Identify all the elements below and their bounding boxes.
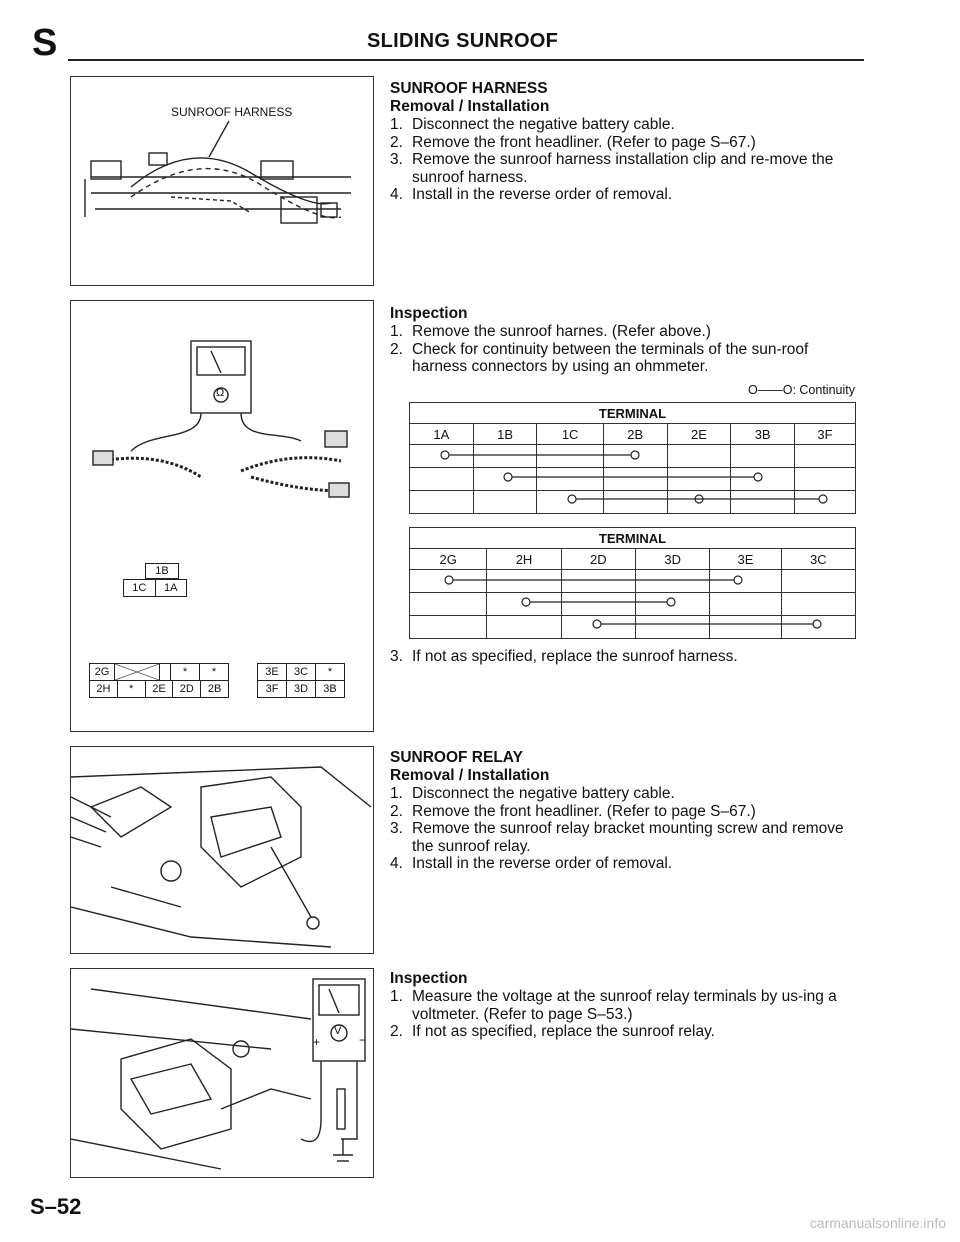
- step: 1. Disconnect the negative battery cable.: [390, 785, 675, 802]
- col-label: 3D: [636, 549, 710, 570]
- page-number: S–52: [30, 1194, 82, 1219]
- step-list: [390, 785, 858, 873]
- col-label: 3B: [731, 424, 795, 445]
- terminal-1b: 1B: [145, 563, 179, 579]
- section-subtitle: Removal / Installation: [390, 767, 550, 784]
- step: 1. Measure the voltage at the sunroof relay terminals by us-ing a voltmeter. (Refer to page S–53.): [390, 988, 837, 1023]
- step-list: [390, 988, 858, 1041]
- terminal-1c: 1C: [124, 580, 156, 596]
- voltmeter-symbol: V: [334, 1025, 342, 1037]
- step: 4. Install in the reverse order of removal.: [390, 186, 673, 203]
- terminal-2b: 2B: [207, 683, 222, 695]
- figure-label: SUNROOF HARNESS: [171, 105, 293, 119]
- harness-section: [390, 80, 858, 204]
- col-label: 3F: [795, 424, 856, 445]
- section-letter: S: [32, 22, 58, 64]
- header-rule: [68, 59, 864, 61]
- relay-section: [390, 749, 858, 873]
- harness-drawing: [71, 77, 373, 285]
- continuity-lines-1: [409, 444, 856, 514]
- terminal-2d: 2D: [173, 681, 201, 697]
- col-label: 1B: [473, 424, 537, 445]
- inspection-title: Inspection: [390, 305, 468, 322]
- connector-3: [257, 663, 345, 698]
- table-header: TERMINAL: [410, 528, 856, 549]
- figure-relay-inspection: [70, 968, 374, 1178]
- terminal-3e: 3E: [258, 664, 287, 680]
- terminal-blank: *: [327, 666, 333, 678]
- page-title: SLIDING SUNROOF: [367, 30, 559, 52]
- terminal-1a: 1A: [164, 582, 178, 594]
- terminal-3c: 3C: [287, 664, 316, 680]
- continuity-legend: O——O: Continuity: [748, 383, 855, 397]
- plus-terminal: +: [313, 1035, 321, 1049]
- step: 4. Install in the reverse order of removal.: [390, 855, 673, 872]
- terminal-3b: 3B: [323, 683, 337, 695]
- step: 3. Remove the sunroof relay bracket mounting screw and remove the sunroof relay.: [390, 820, 844, 855]
- harness-inspection-section: [390, 305, 858, 376]
- step: 1. Disconnect the negative battery cable.: [390, 116, 675, 133]
- terminal-2g: 2G: [90, 664, 115, 680]
- step-list: [390, 116, 858, 204]
- col-label: 2G: [410, 549, 487, 570]
- table-header: TERMINAL: [410, 403, 856, 424]
- voltmeter-body: [313, 979, 365, 1061]
- step: 2. If not as specified, replace the sunroof relay.: [390, 1023, 715, 1040]
- col-label: 1C: [537, 424, 603, 445]
- section-title: SUNROOF RELAY: [390, 749, 523, 766]
- connector-1: [123, 563, 193, 597]
- relay-drawing: [71, 747, 373, 953]
- figure-sunroof-relay: [70, 746, 374, 954]
- terminal-3d: 3D: [287, 681, 316, 697]
- step: 2. Check for continuity between the terminals of the sun-roof harness connectors by using an ohmmeter.: [390, 340, 809, 375]
- inspection-title: Inspection: [390, 970, 468, 987]
- step: 2. Remove the front headliner. (Refer to page S–67.): [390, 133, 756, 151]
- connector-2: [89, 663, 229, 698]
- col-label: 3E: [710, 549, 781, 570]
- section-subtitle: Removal / Installation: [390, 98, 550, 115]
- col-label: 2E: [667, 424, 731, 445]
- col-label: 2D: [561, 549, 635, 570]
- col-label: 1A: [410, 424, 474, 445]
- col-label: 2B: [603, 424, 667, 445]
- blank-cavity: [115, 664, 160, 680]
- terminal-2e: 2E: [146, 681, 174, 697]
- col-label: 2H: [487, 549, 561, 570]
- col-label: 3C: [781, 549, 855, 570]
- step: 3. If not as specified, replace the sunroof harness.: [390, 648, 738, 665]
- watermark: carmanualsonline.info: [809, 1215, 946, 1231]
- figure-sunroof-harness: [70, 76, 374, 286]
- section-title: SUNROOF HARNESS: [390, 80, 548, 97]
- terminal-blank: *: [211, 666, 217, 678]
- harness-step3: [390, 648, 858, 666]
- figure-harness-inspection: [70, 300, 374, 732]
- step: 2. Remove the front headliner. (Refer to page S–67.): [390, 802, 756, 820]
- minus-terminal: −: [359, 1033, 367, 1047]
- step: 1. Remove the sunroof harnes. (Refer above.): [390, 323, 711, 340]
- terminal-blank: *: [118, 681, 146, 697]
- continuity-lines-2: [409, 569, 856, 639]
- relay-inspection-section: [390, 970, 858, 1041]
- terminal-blank: *: [171, 664, 200, 680]
- ohmmeter-symbol: Ω: [216, 387, 225, 399]
- voltmeter-drawing: [71, 969, 373, 1177]
- step-list: [390, 323, 858, 376]
- terminal-3f: 3F: [258, 681, 287, 697]
- step: 3. Remove the sunroof harness installation clip and re-move the sunroof harness.: [390, 151, 834, 186]
- terminal-2h: 2H: [90, 681, 118, 697]
